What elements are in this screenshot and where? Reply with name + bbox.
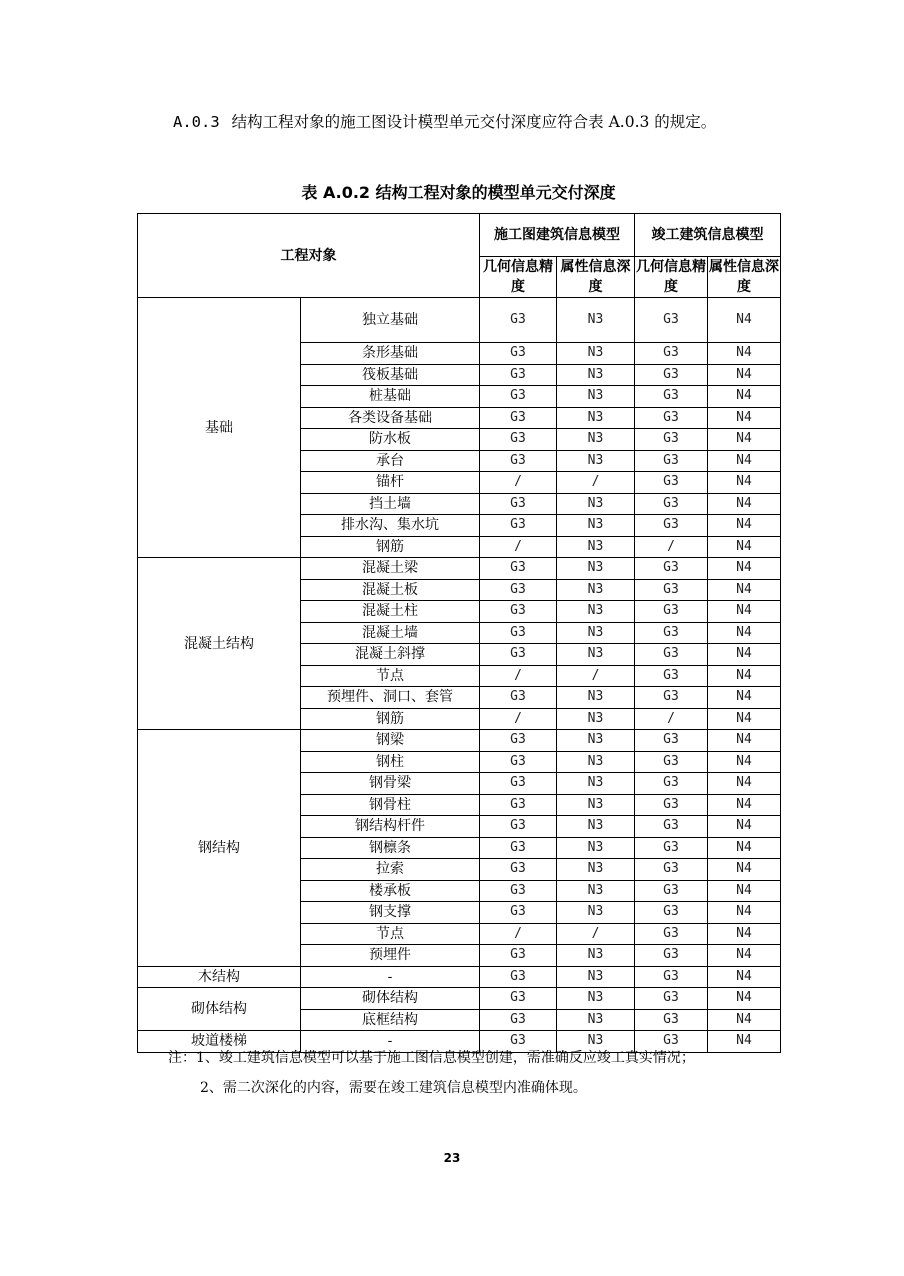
depth-value-cell: G3 <box>480 601 557 623</box>
depth-value-cell: N3 <box>557 622 635 644</box>
depth-value-cell: N3 <box>557 558 635 580</box>
item-name-cell: 承台 <box>301 450 480 472</box>
item-name-cell: 钢骨梁 <box>301 773 480 795</box>
item-name-cell: 防水板 <box>301 429 480 451</box>
group-name-cell: 木结构 <box>138 966 301 988</box>
item-name-cell: - <box>301 966 480 988</box>
depth-value-cell: N3 <box>557 493 635 515</box>
depth-value-cell: G3 <box>480 622 557 644</box>
header-geometry-precision-2: 几何信息精度 <box>635 257 708 298</box>
depth-value-cell: N4 <box>708 1009 781 1031</box>
depth-value-cell: G3 <box>635 364 708 386</box>
depth-value-cell: N4 <box>708 687 781 709</box>
depth-value-cell: G3 <box>480 558 557 580</box>
depth-value-cell: N3 <box>557 450 635 472</box>
depth-value-cell: N4 <box>708 472 781 494</box>
header-construction-model: 施工图建筑信息模型 <box>480 214 635 257</box>
note-1: 注：1、竣工建筑信息模型可以基于施工图信息模型创建，需准确反应竣工真实情况； <box>168 1050 695 1066</box>
depth-value-cell: N3 <box>557 298 635 343</box>
depth-value-cell: N4 <box>708 644 781 666</box>
depth-value-cell: N3 <box>557 1009 635 1031</box>
depth-value-cell: G3 <box>635 794 708 816</box>
depth-value-cell: G3 <box>635 429 708 451</box>
depth-value-cell: N4 <box>708 945 781 967</box>
depth-value-cell: N3 <box>557 515 635 537</box>
table-notes <box>168 1043 788 1103</box>
depth-value-cell: G3 <box>635 1009 708 1031</box>
header-attribute-depth-1: 属性信息深度 <box>557 257 635 298</box>
depth-value-cell: N4 <box>708 902 781 924</box>
depth-value-cell: G3 <box>635 902 708 924</box>
depth-value-cell: N3 <box>557 687 635 709</box>
item-name-cell: 预埋件 <box>301 945 480 967</box>
depth-value-cell: G3 <box>480 687 557 709</box>
depth-value-cell: G3 <box>635 472 708 494</box>
depth-value-cell: G3 <box>635 730 708 752</box>
depth-value-cell: G3 <box>635 923 708 945</box>
depth-value-cell: N4 <box>708 773 781 795</box>
depth-value-cell: G3 <box>480 429 557 451</box>
depth-value-cell: G3 <box>480 1009 557 1031</box>
item-name-cell: 混凝土墙 <box>301 622 480 644</box>
table-row <box>138 966 781 988</box>
depth-value-cell: G3 <box>480 988 557 1010</box>
group-name-cell: 砌体结构 <box>138 988 301 1031</box>
depth-value-cell: N4 <box>708 859 781 881</box>
depth-value-cell: N3 <box>557 1031 635 1053</box>
depth-value-cell: G3 <box>635 515 708 537</box>
item-name-cell: 拉索 <box>301 859 480 881</box>
depth-value-cell: G3 <box>635 622 708 644</box>
depth-value-cell: N4 <box>708 429 781 451</box>
depth-value-cell: G3 <box>480 343 557 365</box>
item-name-cell: 独立基础 <box>301 298 480 343</box>
depth-value-cell: G3 <box>480 450 557 472</box>
depth-value-cell: N3 <box>557 386 635 408</box>
item-name-cell: 混凝土斜撑 <box>301 644 480 666</box>
depth-value-cell: N3 <box>557 902 635 924</box>
table-row <box>138 558 781 580</box>
depth-value-cell: N4 <box>708 298 781 343</box>
depth-value-cell: N4 <box>708 730 781 752</box>
depth-value-cell: N3 <box>557 945 635 967</box>
table-row <box>138 298 781 343</box>
group-name-cell: 钢结构 <box>138 730 301 967</box>
page-number: 23 <box>443 1151 461 1165</box>
depth-value-cell: G3 <box>635 644 708 666</box>
depth-value-cell: / <box>557 665 635 687</box>
depth-value-cell: N4 <box>708 515 781 537</box>
depth-value-cell: G3 <box>635 450 708 472</box>
depth-value-cell: G3 <box>480 880 557 902</box>
depth-value-cell: N3 <box>557 364 635 386</box>
item-name-cell: 钢支撑 <box>301 902 480 924</box>
depth-value-cell: N4 <box>708 966 781 988</box>
depth-value-cell: N4 <box>708 536 781 558</box>
depth-value-cell: G3 <box>635 579 708 601</box>
depth-value-cell: N4 <box>708 880 781 902</box>
depth-value-cell: N4 <box>708 751 781 773</box>
depth-value-cell: G3 <box>635 816 708 838</box>
depth-value-cell: N4 <box>708 708 781 730</box>
depth-value-cell: G3 <box>480 859 557 881</box>
clause-text: 结构工程对象的施工图设计模型单元交付深度应符合表 A.0.3 的规定。 <box>231 113 717 131</box>
depth-value-cell: N3 <box>557 644 635 666</box>
depth-value-cell: / <box>480 472 557 494</box>
depth-value-cell: G3 <box>480 1031 557 1053</box>
group-name-cell: 混凝土结构 <box>138 558 301 730</box>
depth-value-cell: / <box>480 708 557 730</box>
group-name-cell: 坡道楼梯 <box>138 1031 301 1053</box>
depth-value-cell: G3 <box>480 773 557 795</box>
depth-value-cell: G3 <box>635 1031 708 1053</box>
item-name-cell: 钢檩条 <box>301 837 480 859</box>
item-name-cell: 钢筋 <box>301 708 480 730</box>
depth-value-cell: N3 <box>557 794 635 816</box>
item-name-cell: 底框结构 <box>301 1009 480 1031</box>
depth-value-cell: G3 <box>480 730 557 752</box>
depth-value-cell: G3 <box>480 298 557 343</box>
item-name-cell: 条形基础 <box>301 343 480 365</box>
item-name-cell: 砌体结构 <box>301 988 480 1010</box>
depth-value-cell: N3 <box>557 751 635 773</box>
item-name-cell: 钢梁 <box>301 730 480 752</box>
depth-value-cell: G3 <box>635 945 708 967</box>
header-attribute-depth-2: 属性信息深度 <box>708 257 781 298</box>
item-name-cell: 桩基础 <box>301 386 480 408</box>
depth-value-cell: G3 <box>635 687 708 709</box>
depth-value-cell: N3 <box>557 429 635 451</box>
depth-value-cell: G3 <box>635 493 708 515</box>
item-name-cell: 钢骨柱 <box>301 794 480 816</box>
depth-value-cell: G3 <box>480 364 557 386</box>
depth-value-cell: N3 <box>557 730 635 752</box>
item-name-cell: 预埋件、洞口、套管 <box>301 687 480 709</box>
item-name-cell: 各类设备基础 <box>301 407 480 429</box>
depth-value-cell: G3 <box>635 966 708 988</box>
depth-value-cell: N3 <box>557 837 635 859</box>
depth-value-cell: N4 <box>708 988 781 1010</box>
table-body <box>138 214 781 1053</box>
note-2: 2、需二次深化的内容，需要在竣工建筑信息模型内准确体现。 <box>200 1080 587 1096</box>
depth-value-cell: / <box>635 708 708 730</box>
depth-value-cell: N4 <box>708 343 781 365</box>
depth-value-cell: N3 <box>557 966 635 988</box>
depth-value-cell: N4 <box>708 837 781 859</box>
depth-value-cell: N4 <box>708 450 781 472</box>
depth-value-cell: N4 <box>708 558 781 580</box>
depth-value-cell: G3 <box>635 601 708 623</box>
depth-value-cell: G3 <box>635 988 708 1010</box>
clause-number: A.0.3 <box>173 113 220 131</box>
item-name-cell: 钢筋 <box>301 536 480 558</box>
depth-value-cell: G3 <box>480 579 557 601</box>
item-name-cell: 排水沟、集水坑 <box>301 515 480 537</box>
depth-value-cell: G3 <box>635 558 708 580</box>
depth-value-cell: G3 <box>480 945 557 967</box>
depth-value-cell: N4 <box>708 665 781 687</box>
depth-value-cell: G3 <box>635 298 708 343</box>
header-completion-model: 竣工建筑信息模型 <box>635 214 781 257</box>
item-name-cell: 钢结构杆件 <box>301 816 480 838</box>
depth-value-cell: N3 <box>557 407 635 429</box>
clause-paragraph <box>137 106 777 138</box>
depth-value-cell: G3 <box>480 902 557 924</box>
depth-value-cell: N4 <box>708 923 781 945</box>
item-name-cell: - <box>301 1031 480 1053</box>
depth-value-cell: G3 <box>635 343 708 365</box>
depth-value-cell: / <box>480 536 557 558</box>
depth-value-cell: / <box>480 923 557 945</box>
depth-value-cell: G3 <box>635 880 708 902</box>
depth-value-cell: G3 <box>480 794 557 816</box>
item-name-cell: 节点 <box>301 923 480 945</box>
header-object: 工程对象 <box>138 214 480 298</box>
item-name-cell: 挡土墙 <box>301 493 480 515</box>
depth-value-cell: G3 <box>635 859 708 881</box>
depth-value-cell: G3 <box>635 386 708 408</box>
depth-value-cell: N4 <box>708 493 781 515</box>
depth-value-cell: N4 <box>708 1031 781 1053</box>
depth-value-cell: G3 <box>480 966 557 988</box>
depth-value-cell: N4 <box>708 579 781 601</box>
depth-value-cell: N4 <box>708 364 781 386</box>
table-row <box>138 988 781 1010</box>
depth-value-cell: / <box>557 472 635 494</box>
delivery-depth-table <box>137 213 781 1053</box>
depth-value-cell: N4 <box>708 794 781 816</box>
header-geometry-precision-1: 几何信息精度 <box>480 257 557 298</box>
item-name-cell: 楼承板 <box>301 880 480 902</box>
depth-value-cell: N4 <box>708 622 781 644</box>
depth-value-cell: G3 <box>480 515 557 537</box>
table-caption: 表 A.0.2 结构工程对象的模型单元交付深度 <box>301 183 616 202</box>
depth-value-cell: G3 <box>635 837 708 859</box>
table-row <box>138 730 781 752</box>
depth-value-cell: G3 <box>480 493 557 515</box>
depth-value-cell: N3 <box>557 343 635 365</box>
item-name-cell: 钢柱 <box>301 751 480 773</box>
depth-value-cell: G3 <box>480 407 557 429</box>
depth-value-cell: N3 <box>557 859 635 881</box>
depth-value-cell: / <box>480 665 557 687</box>
item-name-cell: 锚杆 <box>301 472 480 494</box>
item-name-cell: 混凝土柱 <box>301 601 480 623</box>
item-name-cell: 混凝土板 <box>301 579 480 601</box>
depth-value-cell: N3 <box>557 773 635 795</box>
depth-value-cell: N4 <box>708 386 781 408</box>
depth-value-cell: / <box>635 536 708 558</box>
depth-value-cell: G3 <box>480 644 557 666</box>
depth-value-cell: G3 <box>480 837 557 859</box>
depth-value-cell: N3 <box>557 579 635 601</box>
depth-value-cell: G3 <box>635 773 708 795</box>
depth-value-cell: N3 <box>557 601 635 623</box>
depth-value-cell: N3 <box>557 880 635 902</box>
depth-value-cell: N3 <box>557 816 635 838</box>
item-name-cell: 混凝土梁 <box>301 558 480 580</box>
depth-value-cell: G3 <box>635 665 708 687</box>
depth-value-cell: N3 <box>557 988 635 1010</box>
depth-value-cell: G3 <box>480 386 557 408</box>
depth-value-cell: N4 <box>708 601 781 623</box>
depth-value-cell: N4 <box>708 407 781 429</box>
depth-value-cell: G3 <box>480 751 557 773</box>
depth-value-cell: N3 <box>557 708 635 730</box>
item-name-cell: 筏板基础 <box>301 364 480 386</box>
depth-value-cell: G3 <box>635 751 708 773</box>
item-name-cell: 节点 <box>301 665 480 687</box>
header-row <box>138 214 781 257</box>
depth-value-cell: / <box>557 923 635 945</box>
group-name-cell: 基础 <box>138 298 301 558</box>
depth-value-cell: G3 <box>635 407 708 429</box>
depth-value-cell: N3 <box>557 536 635 558</box>
depth-value-cell: G3 <box>480 816 557 838</box>
depth-value-cell: N4 <box>708 816 781 838</box>
